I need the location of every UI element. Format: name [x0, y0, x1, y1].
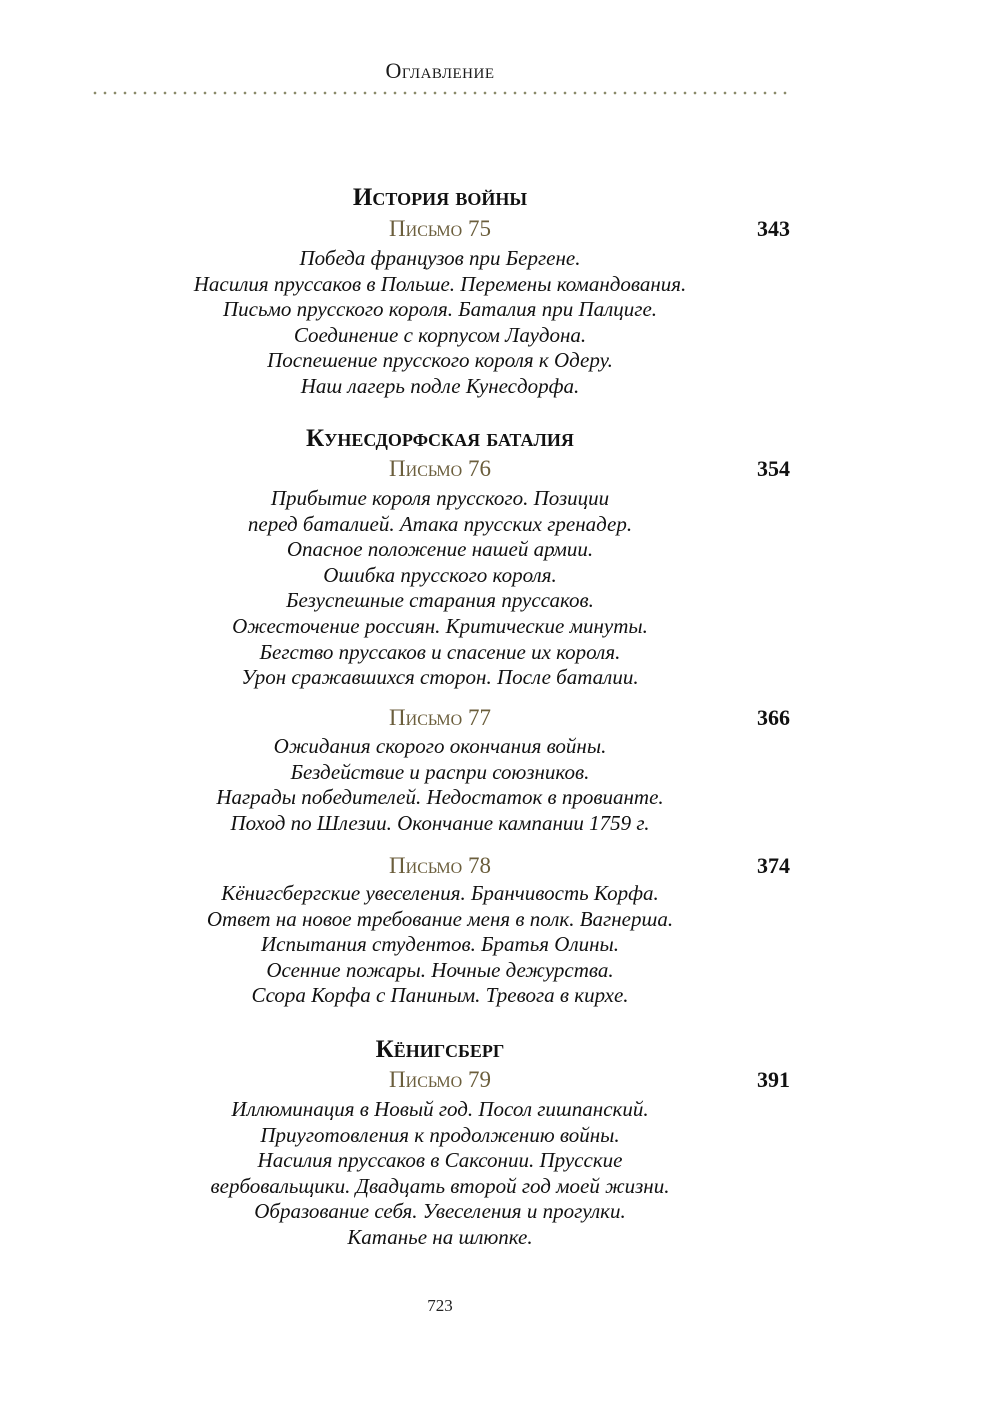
page-number: 723: [427, 1296, 453, 1315]
letter-page-number: 374: [757, 853, 790, 878]
summary-line: Образование себя. Увеселения и прогулки.: [254, 1199, 626, 1224]
letter-entry[interactable]: [90, 1067, 790, 1097]
section-title: Кёнигсберг: [375, 1036, 505, 1063]
summary-line: Награды победителей. Недостаток в провианте.: [216, 785, 664, 810]
summary-line: Иллюминация в Новый год. Посол гишпанский.: [231, 1097, 649, 1121]
dotted-rule: [90, 90, 790, 96]
summary-line: Победа французов при Бергене.: [299, 246, 581, 270]
letter-summary: [90, 1097, 790, 1251]
summary-line: Катанье на шлюпке.: [347, 1224, 533, 1249]
summary-line: Осенние пожары. Ночные дежурства.: [266, 957, 614, 982]
summary-line: Наш лагерь подле Кунесдорфа.: [300, 373, 580, 398]
summary-line: Урон сражавшихся сторон. После баталии.: [241, 665, 639, 690]
running-head: Оглавление: [385, 58, 495, 83]
summary-line: перед баталией. Атака прусских гренадер.: [247, 511, 633, 536]
letter-summary: [90, 246, 790, 400]
summary-line: Ответ на новое требование меня в полк. Вагнерша.: [206, 906, 674, 931]
summary-line: Соединение с корпусом Лаудона.: [293, 322, 587, 347]
letter-summary: [90, 881, 790, 1009]
summary-line: Ссора Корфа с Паниным. Тревога в кирхе.: [251, 983, 629, 1008]
letter-page-number: 366: [757, 705, 790, 730]
section-title: Кунесдорфская баталия: [306, 425, 574, 452]
summary-line: Приуготовления к продолжению войны.: [260, 1122, 620, 1147]
letter-label: Письмо 76: [389, 456, 491, 481]
section-title: История войны: [352, 184, 528, 211]
summary-line: Поспешение прусского короля к Одеру.: [267, 348, 613, 373]
summary-line: Насилия пруссаков в Саксонии. Прусские: [257, 1148, 623, 1173]
summary-line: Бездействие и распри союзников.: [290, 759, 590, 784]
summary-line: Опасное положение нашей армии.: [286, 537, 594, 562]
letter-page-number: 343: [757, 216, 790, 241]
letter-entry[interactable]: [90, 216, 790, 246]
summary-line: Ожидания скорого окончания войны.: [273, 734, 607, 758]
summary-line: Ошибка прусского короля.: [323, 562, 557, 587]
summary-line: Безуспешные старания пруссаков.: [286, 588, 594, 613]
summary-line: Письмо прусского короля. Баталия при Палциге.: [222, 297, 658, 322]
summary-line: вербовальщики. Двадцать второй год моей жизни.: [210, 1173, 670, 1198]
summary-line: Бегство пруссаков и спасение их короля.: [259, 639, 621, 664]
summary-line: Ожесточение россиян. Критические минуты.: [232, 613, 648, 638]
letter-label: Письмо 77: [389, 705, 491, 730]
letter-entry[interactable]: [90, 853, 790, 883]
summary-line: Прибытие короля прусского. Позиции: [270, 486, 610, 510]
letter-entry[interactable]: [90, 705, 790, 735]
summary-line: Насилия пруссаков в Польше. Перемены командования.: [193, 271, 687, 296]
letter-label: Письмо 75: [389, 216, 491, 241]
letter-label: Письмо 79: [389, 1067, 491, 1092]
summary-line: Поход по Шлезии. Окончание кампании 1759 г.: [230, 810, 650, 835]
summary-line: Кёнигсбергские увеселения. Бранчивость Корфа.: [221, 881, 659, 905]
summary-line: Испытания студентов. Братья Олины.: [260, 932, 619, 957]
letter-summary: [90, 486, 790, 691]
letter-label: Письмо 78: [389, 853, 491, 878]
letter-page-number: 354: [757, 456, 790, 481]
letter-page-number: 391: [757, 1067, 790, 1092]
letter-entry[interactable]: [90, 456, 790, 486]
letter-summary: [90, 734, 790, 836]
